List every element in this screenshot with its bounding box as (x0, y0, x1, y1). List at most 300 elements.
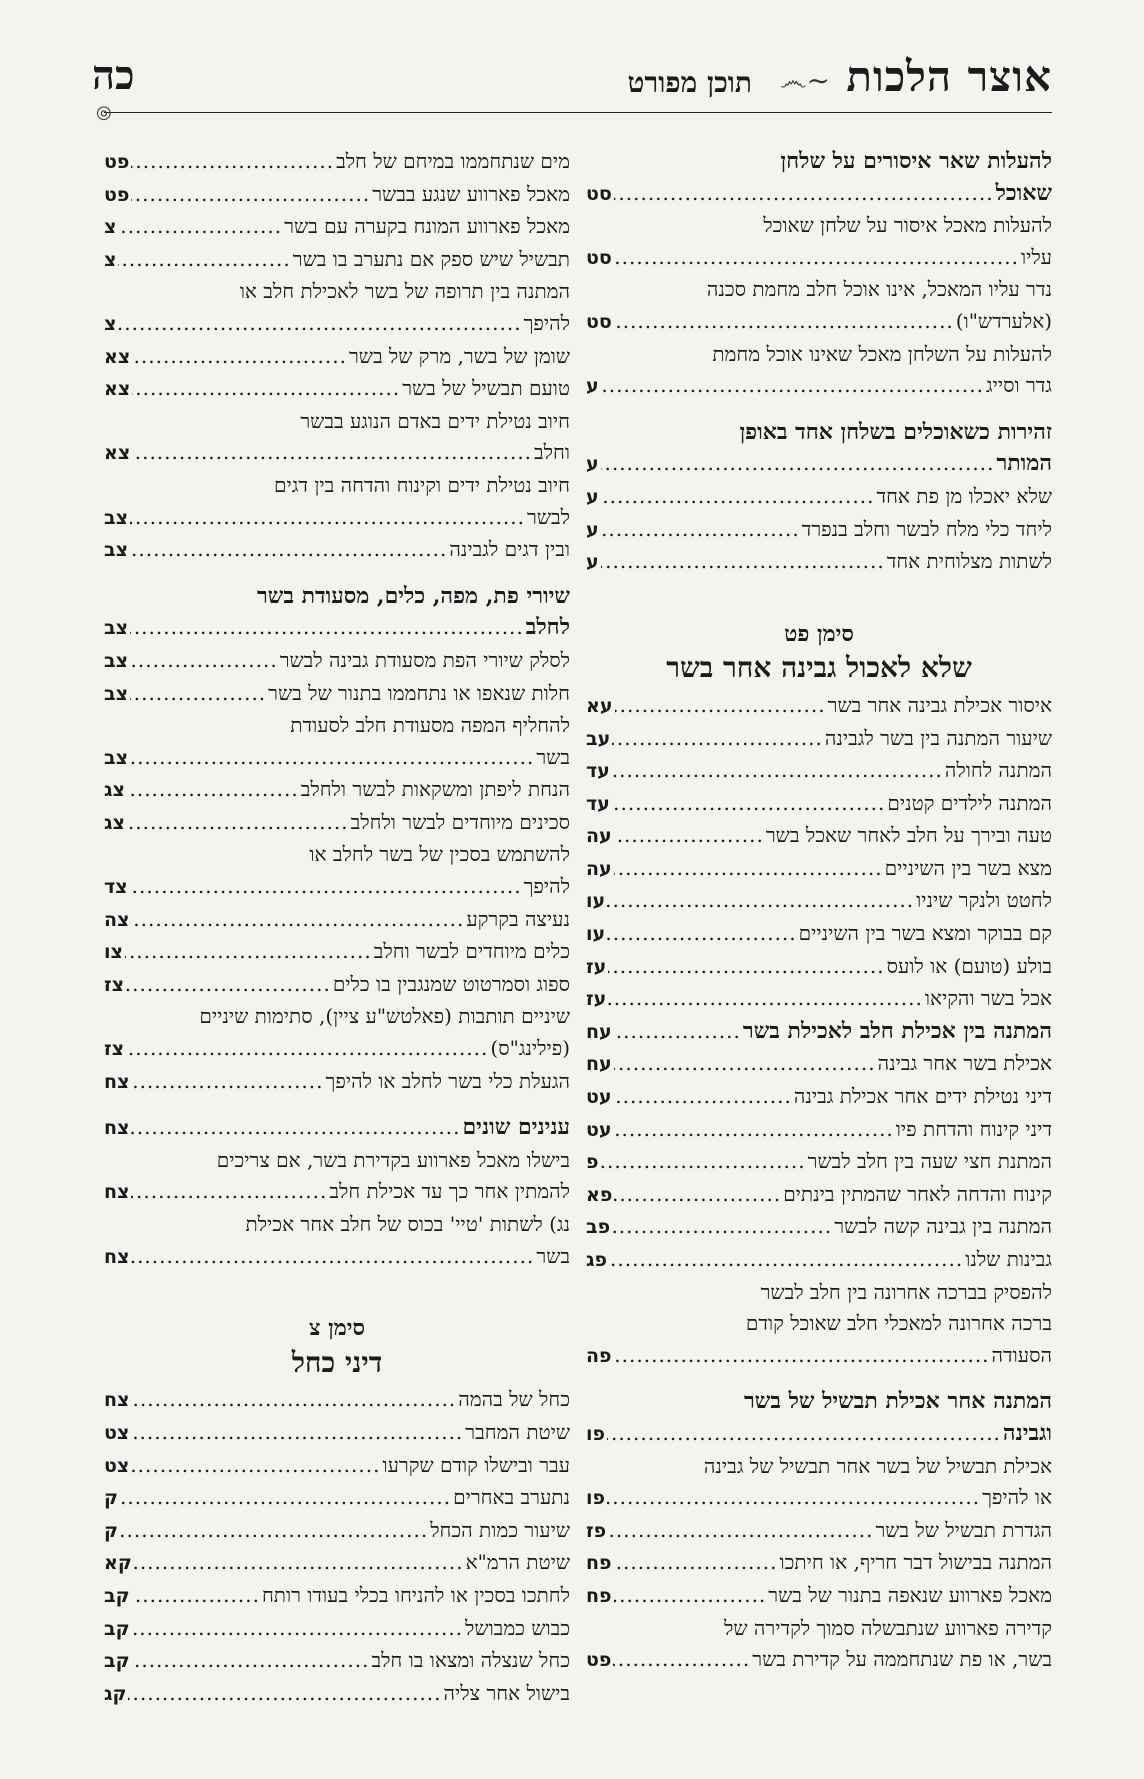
toc-entry-title: המתנת חצי שעה בין חלב לבשר (807, 1149, 1052, 1174)
toc-entry-page: עה (586, 825, 612, 848)
toc-entry-page: צא (104, 442, 131, 465)
toc-entry (104, 936, 570, 969)
toc-entry-line: להעלות מאכל איסור על שלחן שאוכל (763, 213, 1052, 238)
toc-entry (586, 1016, 1052, 1049)
toc-entry (104, 1033, 570, 1066)
toc-entry (586, 1114, 1052, 1147)
toc-entry-title: הסעודה (991, 1342, 1052, 1367)
toc-entry-title: טועם תבשיל של בשר (402, 376, 570, 401)
dot-leader (612, 788, 886, 820)
toc-entry-title: או להיפך (982, 1485, 1052, 1510)
toc-entry-page: צח (104, 1070, 130, 1093)
toc-entry-page: פח (586, 1584, 612, 1607)
dot-leader (614, 820, 764, 852)
toc-entry-title: כחל של בהמה (458, 1387, 570, 1412)
toc-entry (104, 146, 570, 179)
ornament-icon: ∽෴ (779, 64, 830, 97)
toc-entry-page: קג (104, 1682, 127, 1705)
toc-entry-title: חלות שנאפו או נתחממו בתנור של בשר (268, 680, 570, 705)
dot-leader (601, 481, 875, 513)
toc-entry-title: לחתכו בסכין או להניחו בכלי בעודו רותח (261, 1582, 570, 1607)
toc-entry-line: בישלו מאכל פארווע בקדירת בשר, אם צריכים (216, 1147, 570, 1172)
toc-entry-title: וחלב (534, 440, 570, 465)
toc-entry-title: שיעור המתנה בין בשר לגבינה (824, 725, 1052, 750)
toc-entry-page: פט (104, 151, 130, 173)
toc-entry (104, 1112, 570, 1145)
toc-entry-title: המתנה בין גבינה קשה לבשר (834, 1214, 1052, 1239)
toc-entry (104, 742, 570, 775)
toc-entry-page: פו (586, 1487, 606, 1510)
toc-entry-title: שלא יאכלו מן פת אחד (876, 483, 1052, 508)
toc-entry (586, 1482, 1052, 1515)
toc-entry-line: להעלות על השלחן מאכל שאינו אוכל מחמת (712, 341, 1052, 366)
toc-entry-title: אכל בשר והקיאו (924, 986, 1052, 1011)
toc-entry-title: איסור אכילת גבינה אחר בשר (827, 692, 1052, 717)
toc-entry-title: כבוש כמבושל (465, 1615, 570, 1640)
toc-entry-page: עו (586, 923, 606, 946)
toc-entry (104, 904, 570, 937)
toc-entry-title: עבר ובישלו קודם שקרעו (382, 1452, 570, 1477)
dot-leader (126, 969, 331, 1001)
dot-leader (614, 1114, 894, 1146)
toc-entry-title: סכינים מיוחדים לבשר ולחלב (350, 809, 570, 834)
toc-entry-title: ליחד כלי מלח לבשר וחלב בנפרד (801, 516, 1052, 541)
dot-leader (614, 1179, 781, 1211)
toc-entry-page: צא (104, 378, 131, 401)
toc-entry (586, 1244, 1052, 1277)
dot-leader (131, 1112, 460, 1144)
toc-entry-page: ע (586, 551, 599, 574)
toc-entry-title: דיני קינוח והדחת פיו (895, 1116, 1052, 1141)
dot-leader (132, 1613, 463, 1645)
toc-entry (104, 534, 570, 567)
toc-entry-title: המתנה בבישול דבר חריף, או חיתכו (779, 1550, 1052, 1575)
toc-entry (104, 871, 570, 904)
dot-leader (614, 1048, 876, 1080)
dot-leader (131, 904, 464, 936)
dot-leader (131, 1176, 327, 1208)
toc-entry-page: צב (104, 746, 128, 769)
toc-entry (104, 969, 570, 1002)
dot-leader (614, 1580, 767, 1612)
toc-entry-line: להפסיק בברכה אחרונה בין חלב לבשר (760, 1279, 1052, 1304)
toc-entry-title: לבשר (527, 504, 570, 529)
toc-entry-title: בשר (536, 744, 570, 769)
toc-entry-page: עז (586, 988, 607, 1011)
dot-leader (614, 1081, 792, 1113)
dot-leader (126, 1033, 488, 1065)
toc-entry (586, 370, 1052, 403)
toc-entry-title: המתנה בין אכילת חלב לאכילת בשר (742, 1017, 1052, 1044)
section-title: תוכן מפורט (627, 66, 752, 99)
dot-leader (125, 936, 372, 968)
toc-entry-title: המתנה לחולה (944, 758, 1052, 783)
toc-entry (586, 546, 1052, 579)
toc-entry-title: עליו (1020, 244, 1052, 269)
toc-entry (104, 211, 570, 244)
chapter-title: דיני כחל (291, 1345, 383, 1379)
header-rule (104, 112, 1052, 113)
toc-entry (586, 242, 1052, 275)
toc-entry-title: דיני נטילת ידים אחר אכילת גבינה (793, 1084, 1052, 1109)
toc-entry (586, 1340, 1052, 1373)
toc-entry (104, 502, 570, 535)
toc-entry-page: עד (586, 760, 610, 783)
toc-entry (586, 820, 1052, 853)
toc-entry-page: צג (104, 779, 125, 802)
toc-entry-page: פט (586, 1649, 612, 1672)
toc-entry-page: צט (104, 1454, 130, 1477)
page-header (92, 46, 1052, 108)
toc-entry-title: הנחת ליפתן ומשקאות לבשר ולחלב (300, 777, 570, 802)
section-heading: זהירות כשאוכלים בשלחן אחד באופן (739, 418, 1052, 445)
toc-entry (104, 1066, 570, 1099)
toc-entry-page: סט (586, 310, 612, 333)
dot-leader (609, 1244, 963, 1276)
dot-leader (132, 373, 400, 405)
toc-entry (104, 244, 570, 277)
toc-entry-title: נתערב באחרים (453, 1485, 570, 1510)
toc-entry-page: פה (586, 1344, 612, 1367)
toc-entry-page: עב (586, 727, 611, 750)
dot-leader (130, 502, 525, 534)
toc-entry-page: ע (586, 518, 599, 541)
toc-entry-title: שאוכל (995, 179, 1052, 206)
dot-leader (614, 178, 994, 210)
toc-entry-title: לשתות מצלוחית אחד (886, 549, 1052, 574)
toc-entry-page: פז (586, 1519, 607, 1542)
dot-leader (130, 645, 278, 677)
dot-leader (612, 723, 823, 755)
toc-entry-title: שיטת המחבר (465, 1419, 570, 1444)
toc-entry-title: (פילינג"ס) (490, 1036, 570, 1061)
toc-entry (586, 853, 1052, 886)
toc-entry-line: נדר עליו המאכל, אינו אוכל חלב מחמת סכנה (706, 277, 1052, 302)
toc-entry-page: צב (104, 649, 128, 672)
dot-leader (131, 1384, 456, 1416)
toc-entry-page: עח (586, 1053, 612, 1076)
toc-entry-page: צח (104, 1389, 130, 1412)
toc-entry-title: כלים מיוחדים לבשר וחלב (373, 939, 570, 964)
toc-entry-page: צח (104, 1117, 130, 1140)
toc-entry-title: קם בבוקר ומצא בשר בין השיניים (798, 921, 1052, 946)
dot-leader (131, 179, 370, 211)
toc-entry (104, 1515, 570, 1548)
toc-entry-title: ובין דגים לגבינה (449, 537, 570, 562)
toc-entry-title: כחל שנצלה ומצאו בו חלב (371, 1648, 570, 1673)
dot-leader (614, 242, 1019, 274)
toc-entry-page: עז (586, 955, 607, 978)
toc-entry-page: עד (586, 792, 610, 815)
toc-entry-title: מאכל פארווע שנאפה בתנור של בשר (768, 1582, 1052, 1607)
rule-ornament-icon: ◎ (96, 102, 112, 123)
toc-entry-page: עה (586, 857, 612, 880)
dot-leader (607, 1418, 1001, 1450)
toc-entry-title: נעיצה בקרקע (466, 906, 570, 931)
toc-entry-page: צו (104, 941, 123, 964)
toc-entry-line: להחליף המפה מסעודת חלב לסעודת (290, 713, 570, 738)
toc-entry-page: צא (104, 345, 131, 368)
dot-leader (613, 1644, 750, 1676)
section-heading: שיורי פת, מפה, כלים, מסעודת בשר (256, 582, 570, 609)
toc-entry (104, 774, 570, 807)
dot-leader (131, 1417, 463, 1449)
toc-entry (586, 951, 1052, 984)
dot-leader (612, 1211, 832, 1243)
toc-entry (104, 308, 570, 341)
dot-leader (612, 755, 943, 787)
dot-leader (601, 514, 800, 546)
toc-entry-page: צג (104, 811, 125, 834)
dot-leader (118, 308, 521, 340)
toc-entry-title: מאכל פארווע המונח בקערה עם בשר (284, 214, 570, 239)
toc-entry-page: עט (586, 1118, 612, 1141)
dot-leader (127, 807, 349, 839)
spacer (586, 403, 1052, 417)
toc-entry-page: צח (104, 1181, 130, 1204)
toc-entry (586, 178, 1052, 211)
toc-entry-title: בשר, או פת שנתחממה על קדירת בשר (752, 1647, 1052, 1672)
toc-entry (104, 179, 570, 212)
dot-leader (614, 1547, 778, 1579)
dot-leader (130, 678, 266, 710)
dot-leader (131, 146, 334, 178)
toc-entry-title: טעה ובירך על חלב לאחר שאכל בשר (765, 823, 1052, 848)
toc-entry (586, 481, 1052, 514)
toc-entry (104, 1482, 570, 1515)
siman-label: סימן פט (784, 620, 854, 647)
toc-entry-page: צה (104, 908, 130, 931)
toc-entry (104, 612, 570, 645)
toc-entry (104, 1241, 570, 1274)
dot-leader (131, 1241, 534, 1273)
toc-entry (586, 1547, 1052, 1580)
toc-entry-title: בשר (536, 1243, 570, 1268)
toc-entry-page: קא (104, 1552, 132, 1575)
toc-entry-line: ברכה אחרונה למאכלי חלב שאוכל קודם (745, 1311, 1052, 1336)
toc-entry-title: המתנה לילדים קטנים (887, 790, 1052, 815)
toc-entry-title: להיפך (523, 310, 570, 335)
toc-entry (586, 983, 1052, 1016)
dot-leader (614, 853, 883, 885)
toc-entry (586, 723, 1052, 756)
toc-entry-line: שיניים תותבות (פאלטש"ע ציין), סתימות שיניים (199, 1004, 570, 1029)
dot-leader (132, 1645, 370, 1677)
toc-entry-page: ע (586, 453, 599, 476)
toc-entry-page: סט (586, 182, 612, 205)
section-heading: המתנה אחר אכילת תבשיל של בשר (743, 1388, 1052, 1415)
dot-leader (608, 951, 884, 983)
toc-entry (586, 306, 1052, 339)
dot-leader (601, 1146, 806, 1178)
dot-leader (131, 1066, 323, 1098)
dot-leader (132, 1580, 260, 1612)
toc-entry-line: קדירה פארווע שנתבשלה סמוך לקדירה של (724, 1615, 1052, 1640)
toc-entry-title: ספוג וסמרטוט שמנגבין בו כלים (332, 971, 570, 996)
toc-entry-page: עח (586, 1020, 612, 1043)
toc-entry-title: הגעלת כלי בשר לחלב או להיפך (325, 1068, 570, 1093)
toc-entry-page: צ (104, 312, 117, 335)
toc-entry-page: פח (586, 1552, 612, 1575)
toc-entry-title: שומן של בשר, מרק של בשר (348, 343, 570, 368)
dot-leader (130, 742, 534, 774)
dot-leader (118, 244, 290, 276)
spacer (586, 579, 1052, 609)
toc-entry (586, 1146, 1052, 1179)
toc-entry-line: המתנה בין תרופה של בשר לאכילת חלב או (239, 279, 570, 304)
spacer (586, 1372, 1052, 1386)
toc-entry-title: לסלק שיורי הפת מסעודת גבינה לבשר (279, 647, 570, 672)
toc-entry (586, 1081, 1052, 1114)
toc-entry-page: פא (586, 1183, 613, 1206)
toc-entry-title: (אלערדש"ו) (955, 308, 1052, 333)
toc-entry (586, 1179, 1052, 1212)
toc-entry-page: עא (586, 694, 613, 717)
toc-entry (586, 690, 1052, 723)
dot-leader (134, 1547, 464, 1579)
dot-leader (130, 871, 522, 903)
toc-entry-title: קינוח והדחה לאחר שהמתין בינתים (783, 1181, 1052, 1206)
toc-entry (104, 1678, 570, 1711)
toc-entry (104, 1176, 570, 1209)
toc-column-right (586, 146, 1052, 1677)
toc-entry-page: קב (104, 1650, 130, 1673)
toc-entry (104, 1384, 570, 1417)
toc-entry (104, 1580, 570, 1613)
dot-leader (120, 1515, 428, 1547)
toc-entry-page: פג (586, 1249, 607, 1271)
toc-entry-title: להיפך (523, 874, 570, 899)
spacer (104, 567, 570, 581)
dot-leader (128, 1678, 441, 1710)
toc-entry (586, 755, 1052, 788)
toc-entry-title: המותר (996, 450, 1052, 477)
dot-leader (601, 448, 995, 480)
toc-entry-line: אכילת תבשיל של בשר אחר תבשיל של גבינה (703, 1453, 1052, 1478)
dot-leader (601, 370, 984, 402)
toc-entry-page: צד (104, 876, 128, 899)
toc-entry (586, 788, 1052, 821)
toc-entry-title: מצא בשר בין השיניים (884, 855, 1052, 880)
toc-entry-page: צב (104, 682, 128, 705)
toc-entry-page: צב (104, 539, 128, 562)
dot-leader (130, 612, 524, 644)
toc-entry-title: להמתין אחר כך עד אכילת חלב (329, 1179, 570, 1204)
dot-leader (132, 341, 347, 373)
toc-entry (586, 1580, 1052, 1613)
toc-entry (104, 437, 570, 470)
toc-entry (104, 645, 570, 678)
toc-entry-page: פו (586, 1422, 606, 1445)
dot-leader (607, 885, 914, 917)
toc-entry-page: קב (104, 1617, 130, 1640)
dot-leader (614, 1340, 990, 1372)
dot-leader (614, 306, 954, 338)
dot-leader (615, 690, 826, 722)
toc-entry (104, 1417, 570, 1450)
toc-entry-title: בולע (טועם) או לועס (886, 953, 1052, 978)
toc-entry-line: נג) לשתות 'טיי' בכוס של חלב אחר אכילת (245, 1212, 570, 1236)
toc-entry-title: גבינות שלנו (965, 1247, 1052, 1271)
toc-entry (586, 918, 1052, 951)
dot-leader (607, 918, 796, 950)
toc-entry-page: צט (104, 1421, 130, 1444)
toc-entry (104, 807, 570, 840)
toc-entry (586, 885, 1052, 918)
spacer (104, 1273, 570, 1303)
toc-entry-page: עט (586, 1086, 612, 1109)
toc-entry-page: צב (104, 617, 128, 640)
toc-entry (586, 1644, 1052, 1677)
toc-entry (586, 514, 1052, 547)
toc-entry-page: צז (104, 1038, 125, 1061)
toc-entry (104, 373, 570, 406)
toc-entry-title: שיעור כמות הכחל (430, 1517, 570, 1542)
toc-entry-page: צ (104, 216, 117, 239)
toc-entry-line: להשתמש בסכין של בשר לחלב או (309, 842, 570, 867)
book-title: אוצר הלכות (846, 52, 1052, 101)
toc-entry (104, 1547, 570, 1580)
section-heading: להעלות שאר איסורים על שלחן (780, 148, 1052, 174)
dot-leader (130, 534, 447, 566)
toc-entry (104, 1450, 570, 1483)
dot-leader (608, 1515, 873, 1547)
dot-leader (608, 983, 923, 1015)
toc-entry-page: ע (586, 485, 599, 508)
toc-entry-title: לחטט ולנקר שיניו (916, 888, 1052, 913)
toc-entry-title: וגבינה (1002, 1419, 1052, 1446)
toc-entry (104, 1645, 570, 1678)
toc-entry-page: צב (104, 506, 128, 529)
toc-entry-page: פ (586, 1151, 599, 1174)
toc-entry-title: הגדרת תבשיל של בשר (875, 1517, 1052, 1542)
toc-entry (586, 1515, 1052, 1548)
chapter-title: שלא לאכול גבינה אחר בשר (666, 651, 972, 685)
toc-entry-page: קב (104, 1584, 130, 1607)
page-number: כה (92, 52, 135, 99)
toc-entry-title: אכילת בשר אחר גבינה (877, 1051, 1052, 1076)
siman-label: סימן צ (308, 1315, 366, 1342)
toc-entry-title: מים שנתחממו במיחם של חלב (336, 149, 570, 173)
toc-entry-line: חיוב נטילת ידים וקינוח והדחה בין דגים (274, 472, 570, 497)
toc-entry-title: ענינים שונים (462, 1114, 570, 1141)
dot-leader (118, 211, 282, 243)
toc-entry-page: ע (586, 375, 599, 398)
toc-entry-page: צז (104, 973, 125, 996)
toc-entry (586, 448, 1052, 481)
dot-leader (131, 1450, 380, 1482)
toc-entry (586, 1418, 1052, 1451)
toc-entry-title: גדר וסייג (986, 373, 1052, 398)
toc-entry (104, 1613, 570, 1646)
toc-entry-page: פט (104, 183, 130, 206)
toc-entry-page: ק (104, 1519, 118, 1542)
toc-entry-page: סט (586, 246, 612, 269)
toc-entry-page: עו (586, 890, 606, 913)
toc-entry-title: שיטת הרמ"א (465, 1550, 570, 1575)
toc-column-left (104, 146, 570, 1710)
toc-entry-line: חיוב נטילת ידים באדם הנוגע בבשר (300, 408, 570, 433)
toc-entry (104, 678, 570, 711)
dot-leader (127, 774, 299, 806)
dot-leader (132, 437, 532, 469)
dot-leader (614, 1016, 741, 1048)
dot-leader (120, 1482, 451, 1514)
toc-entry-title: לחלב (525, 614, 570, 641)
toc-entry (586, 1211, 1052, 1244)
dot-leader (607, 1482, 980, 1514)
toc-entry (586, 1048, 1052, 1081)
